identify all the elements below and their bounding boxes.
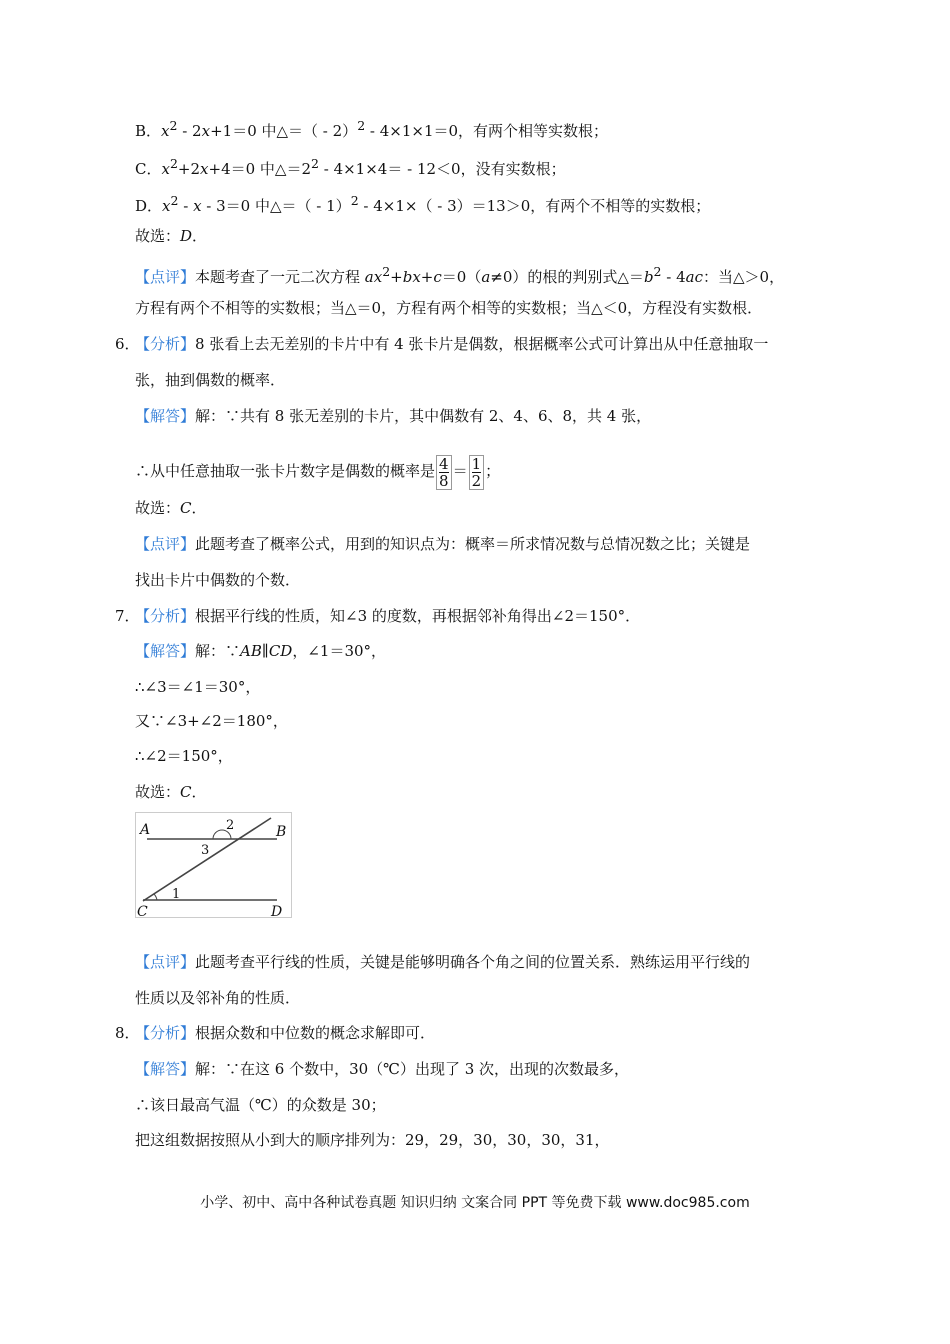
analysis-q8: 【分析】根据众数和中位数的概念求解即可．: [135, 1024, 436, 1042]
review-q7-line2: 性质以及邻补角的性质．: [135, 989, 301, 1007]
parallel-lines-figure: [135, 812, 292, 918]
review-q7-line1: 【点评】此题考查平行线的性质，关键是能够明确各个角之间的位置关系．熟练运用平行线的: [135, 953, 751, 971]
question-number-7: 7．: [115, 607, 140, 625]
label-b: B: [276, 824, 287, 840]
analysis-q6-line2: 张，抽到偶数的概率．: [135, 371, 286, 389]
solution-q8-line3: 把这组数据按照从小到大的顺序排列为：29，29，30，30，30，31，: [135, 1131, 610, 1149]
analysis-q6-line1: 【分析】8 张看上去无差别的卡片中有 4 张卡片是偶数，根据概率公式可计算出从中任意抽取一: [135, 335, 769, 353]
label-c: C: [137, 904, 148, 918]
question-number-8: 8．: [115, 1024, 140, 1042]
label-a: A: [140, 822, 151, 838]
review-q6-line2: 找出卡片中偶数的个数．: [135, 571, 301, 589]
label-d: D: [271, 904, 283, 918]
solution-q7-line4: ∴∠2＝150°，: [135, 747, 233, 765]
answer-line-q7: 故选：C．: [135, 783, 207, 801]
review-q6-line1: 【点评】此题考查了概率公式，用到的知识点为：概率＝所求情况数与总情况数之比；关键是: [135, 535, 751, 553]
review-tag: 【点评】: [135, 268, 196, 286]
fraction-1-2: $\frac{1}{2}$: [469, 455, 485, 490]
angle-label-1: 1: [172, 887, 181, 902]
angle-label-3: 3: [201, 843, 210, 858]
question-number-6: 6．: [115, 335, 140, 353]
angle-label-2: 2: [226, 818, 235, 833]
fraction-4-8: $\frac{4}{8}$: [436, 455, 452, 490]
solution-q7-line2: ∴∠3＝∠1＝30°，: [135, 678, 261, 696]
solution-q8-line2: ∴该日最高气温（℃）的众数是 30；: [135, 1096, 386, 1114]
option-d-line: D．$x^2 - x - 3=0$ 中△＝（ - 1）$^2$ - 4×1×（ - 3）＝13＞0，有两个不相等的实数根；: [135, 193, 711, 215]
option-b-line: B．$x^2 - 2x+1=0$ 中△＝（ - 2）$^2$ - 4×1×1＝0，有两个相等实数根；: [135, 118, 609, 140]
solution-q8-line1: 【解答】解：∵在这 6 个数中，30（℃）出现了 3 次，出现的次数最多，: [135, 1060, 630, 1078]
analysis-q7: 【分析】根据平行线的性质，知∠3 的度数，再根据邻补角得出∠2＝150°．: [135, 607, 641, 625]
review-q5-line2: 方程有两个不相等的实数根；当△＝0，方程有两个相等的实数根；当△＜0，方程没有实数根．: [135, 299, 763, 317]
review-q5-line1: 【点评】本题考查了一元二次方程 $ax^2+bx+c=0(a\ne 0)$的根的判别式$\triangle=b^2 - 4ac$：当△＞0，: [135, 264, 785, 286]
answer-line-q5: 故选：D．: [135, 227, 208, 245]
solution-q6-line1: 【解答】解：∵共有 8 张无差别的卡片，其中偶数有 2、4、6、8，共 4 张，: [135, 407, 652, 425]
answer-line-q6: 故选：C．: [135, 499, 207, 517]
option-c-line: C．$x^2+2x+4=0$ 中$\triangle=2^2 - 4\times 1\times 4= - 12<0$，没有实数根；: [135, 156, 566, 178]
solution-q6-line2: ∴从中任意抽取一张卡片数字是偶数的概率是 $\frac{4}{8}$ ＝ $\frac{1}{2}$ ；: [135, 454, 501, 490]
page-footer: 小学、初中、高中各种试卷真题 知识归纳 文案合同 PPT 等免费下载 www.doc985.com: [200, 1195, 750, 1211]
solution-q7-line1: 【解答】解：∵AB∥CD，∠1＝30°，: [135, 642, 387, 660]
solution-q7-line3: 又∵∠3+∠2＝180°，: [135, 712, 288, 730]
